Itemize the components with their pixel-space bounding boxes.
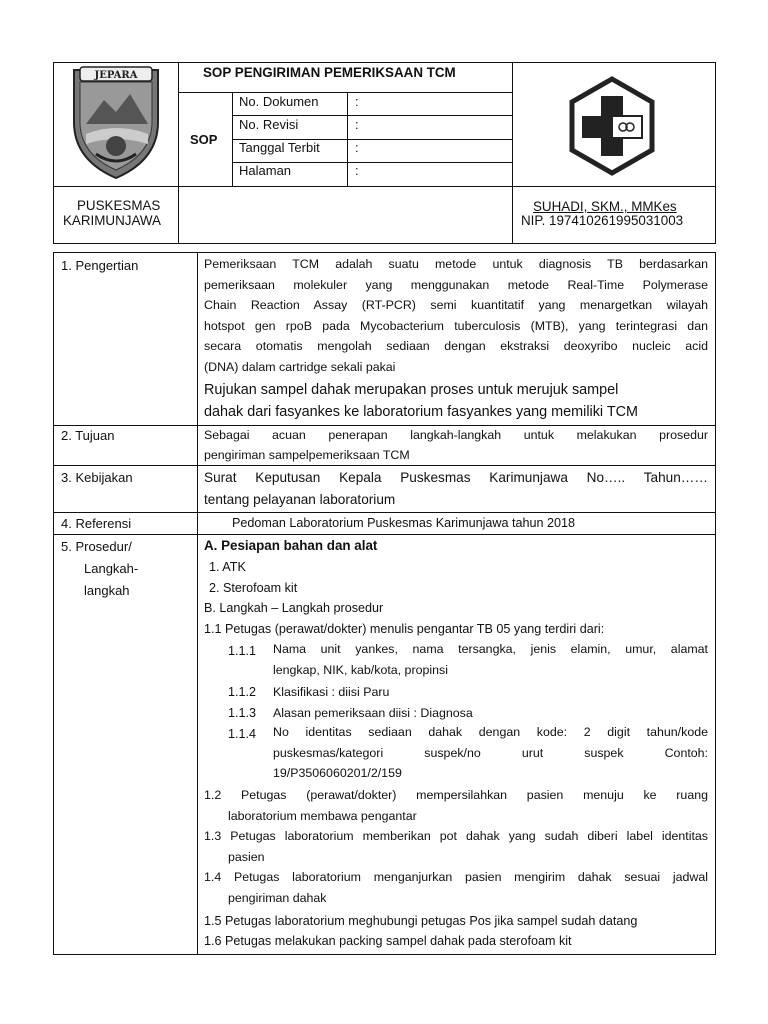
field-value-no-revisi: : — [355, 117, 359, 132]
heading-persiapan: A. Pesiapan bahan dan alat — [204, 538, 378, 553]
logo-text: JEPARA — [94, 70, 138, 81]
substep-text: Alasan pemeriksaan diisi : Diagnosa — [273, 706, 473, 720]
substep-number: 1.1.1 — [228, 644, 257, 658]
section-label-prosedur-2: Langkah- — [84, 561, 139, 576]
puskesmas-logo — [568, 76, 656, 176]
kebijakan-line: tentang pelayanan laboratorium — [204, 492, 396, 507]
substep-line: 19/P3506060201/2/159 — [273, 766, 402, 780]
section-label-referensi: 4. Referensi — [61, 516, 132, 531]
field-label-no-revisi: No. Revisi — [239, 117, 299, 132]
pengertian-extra-2: dahak dari fasyankes ke laboratorium fasyankes yang memiliki TCM — [204, 404, 639, 420]
field-value-halaman: : — [355, 163, 359, 178]
pengertian-line: Chain Reaction Assay (RT-PCR) semi kuantitatif yang menargetkan wilayah — [204, 298, 708, 312]
pengertian-line: pemeriksaan molekuler yang menggunakan metode Real-Time Polymerase — [204, 277, 708, 292]
step-line: pengiriman dahak — [228, 890, 327, 905]
referensi-text: Pedoman Laboratorium Puskesmas Karimunjawa tahun 2018 — [232, 516, 576, 530]
substep-line: lengkap, NIK, kab/kota, propinsi — [273, 662, 448, 677]
section-label-pengertian: 1. Pengertian — [61, 258, 139, 273]
substep-text — [273, 722, 708, 784]
pengertian-line: (DNA) dalam cartridge sekali pakai — [204, 359, 396, 374]
substep-number: 1.1.2 — [228, 685, 257, 699]
signer-nip: NIP. 197410261995031003 — [521, 213, 684, 228]
substep-line: puskesmas/kategori suspek/no urut suspek Contoh: — [273, 745, 708, 760]
field-label-no-dokumen: No. Dokumen — [239, 94, 319, 109]
pengertian-extra-1: Rujukan sampel dahak merupakan proses untuk merujuk sampel — [204, 382, 619, 398]
pengertian-text — [204, 254, 708, 377]
tujuan-line: pengiriman sampelpemeriksaan TCM — [204, 448, 410, 462]
signer-name: SUHADI, SKM., MMKes — [533, 199, 677, 214]
step-line: 1.3 Petugas laboratorium memberikan pot dahak yang sudah diberi label identitas — [204, 829, 708, 843]
section-label-tujuan: 2. Tujuan — [61, 428, 115, 443]
pengertian-line: Pemeriksaan TCM adalah suatu metode untuk diagnosis TB berdasarkan — [204, 257, 708, 271]
section-label-prosedur-3: langkah — [84, 583, 130, 598]
section-label-kebijakan: 3. Kebijakan — [61, 470, 133, 485]
step-1-2 — [204, 785, 708, 826]
field-value-no-dokumen: : — [355, 94, 359, 109]
step-line: 1.4 Petugas laboratorium menganjurkan pasien mengirim dahak sesuai jadwal — [204, 870, 708, 884]
substep-line: Nama unit yankes, nama tersangka, jenis elamin, umur, alamat — [273, 642, 708, 656]
org-name-line2: KARIMUNJAWA — [63, 213, 161, 228]
step-line: pasien — [228, 849, 265, 864]
section-label-prosedur: 5. Prosedur/ — [61, 539, 132, 554]
step-1-5: 1.5 Petugas laboratorium meghubungi petugas Pos jika sampel sudah datang — [204, 914, 638, 928]
kebijakan-line: Surat Keputusan Kepala Puskesmas Karimunjawa No….. Tahun…… — [204, 470, 708, 485]
tujuan-line: Sebagai acuan penerapan langkah-langkah untuk melakukan prosedur — [204, 428, 708, 442]
step-1-4 — [204, 867, 708, 908]
step-line: laboratorium membawa pengantar — [228, 808, 417, 823]
substep-number: 1.1.4 — [228, 727, 257, 741]
substep-line: No identitas sediaan dahak dengan kode: 2 digit tahun/kode — [273, 725, 708, 739]
pengertian-line: hotspot gen rpoB pada Mycobacterium tuberculosis (MTB), yang terintegrasi dan — [204, 318, 708, 333]
field-value-tanggal-terbit: : — [355, 140, 359, 155]
item-atk: 1. ATK — [209, 560, 246, 574]
kebijakan-text — [204, 467, 708, 511]
step-line: 1.2 Petugas (perawat/dokter) mempersilahkan pasien menuju ke ruang — [204, 788, 708, 802]
substep-text — [273, 639, 708, 680]
tujuan-text — [204, 425, 708, 465]
heading-langkah: B. Langkah – Langkah prosedur — [204, 601, 384, 615]
step-1-1: 1.1 Petugas (perawat/dokter) menulis pengantar TB 05 yang terdiri dari: — [204, 622, 605, 636]
field-label-tanggal-terbit: Tanggal Terbit — [239, 140, 320, 155]
sop-label: SOP — [190, 132, 218, 147]
pengertian-line: secara otomatis mengolah sediaan dengan ekstraksi deoxyribo nucleic acid — [204, 339, 708, 353]
step-1-3 — [204, 826, 708, 867]
step-1-6: 1.6 Petugas melakukan packing sampel dahak pada sterofoam kit — [204, 934, 572, 948]
org-name-line1: PUSKESMAS — [77, 198, 161, 213]
document-title: SOP PENGIRIMAN PEMERIKSAAN TCM — [203, 65, 456, 80]
item-sterofoam: 2. Sterofoam kit — [209, 581, 298, 595]
jepara-logo — [66, 64, 166, 182]
substep-number: 1.1.3 — [228, 706, 257, 720]
field-label-halaman: Halaman — [239, 163, 292, 178]
substep-text: Klasifikasi : diisi Paru — [273, 685, 390, 699]
